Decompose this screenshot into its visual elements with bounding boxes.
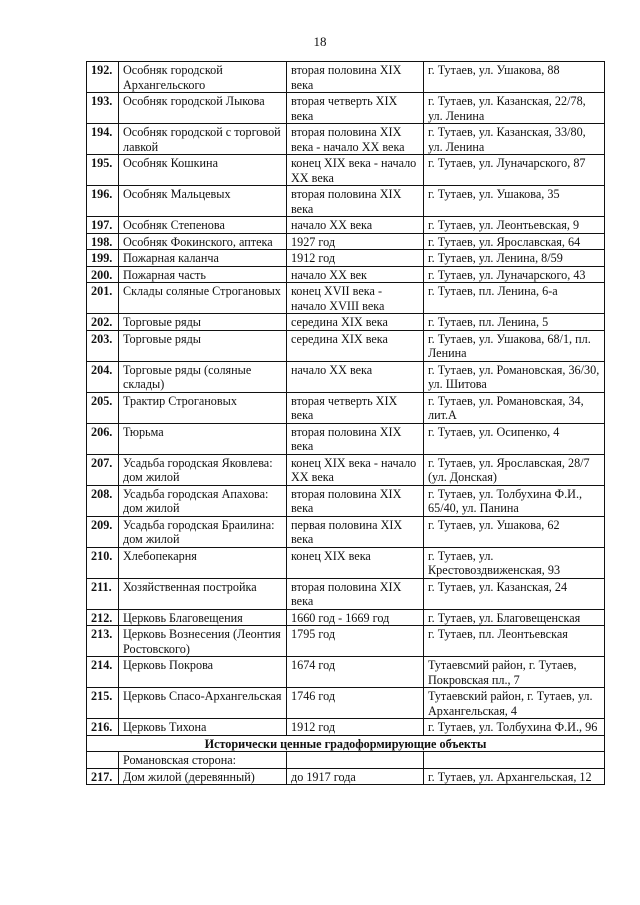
object-date: 1927 год	[287, 233, 424, 250]
object-name: Особняк городской Архангельского	[119, 62, 287, 93]
object-name: Склады соляные Строгановых	[119, 283, 287, 314]
object-number: 206.	[87, 423, 119, 454]
object-address: г. Тутаев, пл. Ленина, 5	[424, 314, 605, 331]
object-date: начало XX века	[287, 361, 424, 392]
object-name: Торговые ряды	[119, 330, 287, 361]
object-address: г. Тутаев, ул. Леонтьевская, 9	[424, 217, 605, 234]
section-block	[87, 735, 605, 768]
object-name: Особняк Фокинского, аптека	[119, 233, 287, 250]
object-number: 216.	[87, 719, 119, 736]
object-number: 192.	[87, 62, 119, 93]
table-row	[87, 547, 605, 578]
table-row	[87, 314, 605, 331]
objects-list	[87, 62, 605, 736]
object-date: 1912 год	[287, 250, 424, 267]
object-address: г. Тутаев, ул. Луначарского, 43	[424, 266, 605, 283]
object-number: 198.	[87, 233, 119, 250]
object-date: середина XIX века	[287, 330, 424, 361]
subsection-date-cell	[287, 752, 424, 769]
object-date: 1660 год - 1669 год	[287, 609, 424, 626]
section-title: Исторически ценные градоформирующие объекты	[87, 735, 605, 752]
object-name: Пожарная часть	[119, 266, 287, 283]
object-date: 1674 год	[287, 657, 424, 688]
object-date: конец XIX века - начало XX века	[287, 454, 424, 485]
object-number: 210.	[87, 547, 119, 578]
object-date: вторая половина XIX века	[287, 186, 424, 217]
object-name: Торговые ряды	[119, 314, 287, 331]
object-name: Особняк городской Лыкова	[119, 93, 287, 124]
table-row	[87, 186, 605, 217]
table-row	[87, 485, 605, 516]
object-date: 1912 год	[287, 719, 424, 736]
object-name: Трактир Строгановых	[119, 392, 287, 423]
object-number: 196.	[87, 186, 119, 217]
table-row	[87, 516, 605, 547]
object-name: Дом жилой (деревянный)	[119, 768, 287, 785]
object-name: Церковь Вознесения (Леонтия Ростовского)	[119, 626, 287, 657]
object-name: Особняк Кошкина	[119, 155, 287, 186]
object-number: 202.	[87, 314, 119, 331]
object-address: г. Тутаев, ул. Толбухина Ф.И., 65/40, ул. Панина	[424, 485, 605, 516]
object-number: 203.	[87, 330, 119, 361]
table-row	[87, 423, 605, 454]
table-row	[87, 217, 605, 234]
object-number: 201.	[87, 283, 119, 314]
object-number: 208.	[87, 485, 119, 516]
object-number: 209.	[87, 516, 119, 547]
table-row	[87, 578, 605, 609]
object-address: г. Тутаев, ул. Романовская, 36/30, ул. Шитова	[424, 361, 605, 392]
object-number: 213.	[87, 626, 119, 657]
object-name: Особняк городской с торговой лавкой	[119, 124, 287, 155]
object-address: г. Тутаев, ул. Ушакова, 68/1, пл. Ленина	[424, 330, 605, 361]
object-address: г. Тутаев, ул. Романовская, 34, лит.А	[424, 392, 605, 423]
object-address: Тутаевсмий район, г. Тутаев, Покровская пл., 7	[424, 657, 605, 688]
object-address: г. Тутаев, ул. Казанская, 24	[424, 578, 605, 609]
object-date: вторая половина XIX века	[287, 62, 424, 93]
object-address: г. Тутаев, ул. Казанская, 22/78, ул. Ленина	[424, 93, 605, 124]
object-name: Хозяйственная постройка	[119, 578, 287, 609]
object-date: конец XIX века	[287, 547, 424, 578]
object-name: Особняк Степенова	[119, 217, 287, 234]
subsection-address-cell	[424, 752, 605, 769]
object-address: г. Тутаев, ул. Архангельская, 12	[424, 768, 605, 785]
table-row	[87, 657, 605, 688]
object-name: Усадьба городская Яковлева: дом жилой	[119, 454, 287, 485]
object-number: 204.	[87, 361, 119, 392]
object-name: Церковь Тихона	[119, 719, 287, 736]
object-date: начало XX век	[287, 266, 424, 283]
object-number: 205.	[87, 392, 119, 423]
object-number: 193.	[87, 93, 119, 124]
table-row	[87, 124, 605, 155]
object-number: 199.	[87, 250, 119, 267]
object-date: вторая четверть XIX века	[287, 392, 424, 423]
object-name: Усадьба городская Браилина: дом жилой	[119, 516, 287, 547]
object-date: начало XX века	[287, 217, 424, 234]
object-date: 1746 год	[287, 688, 424, 719]
object-name: Пожарная каланча	[119, 250, 287, 267]
table-row	[87, 361, 605, 392]
object-date: первая половина XIX века	[287, 516, 424, 547]
object-name: Церковь Благовещения	[119, 609, 287, 626]
object-date: вторая половина XIX века	[287, 578, 424, 609]
object-address: г. Тутаев, ул. Ушакова, 88	[424, 62, 605, 93]
table-row	[87, 768, 605, 785]
object-number: 214.	[87, 657, 119, 688]
object-number: 197.	[87, 217, 119, 234]
table-row	[87, 688, 605, 719]
object-address: г. Тутаев, ул. Толбухина Ф.И., 96	[424, 719, 605, 736]
table-row	[87, 392, 605, 423]
object-address: г. Тутаев, пл. Леонтьевская	[424, 626, 605, 657]
object-address: г. Тутаев, ул. Благовещенская	[424, 609, 605, 626]
table-row	[87, 250, 605, 267]
object-address: г. Тутаев, ул. Ярославская, 64	[424, 233, 605, 250]
object-name: Особняк Мальцевых	[119, 186, 287, 217]
table-row	[87, 266, 605, 283]
table-row	[87, 719, 605, 736]
object-address: г. Тутаев, ул. Ленина, 8/59	[424, 250, 605, 267]
object-name: Усадьба городская Апахова: дом жилой	[119, 485, 287, 516]
table-row	[87, 233, 605, 250]
page-number: 18	[313, 34, 327, 49]
table-row	[87, 283, 605, 314]
object-address: г. Тутаев, ул. Луначарского, 87	[424, 155, 605, 186]
object-number: 212.	[87, 609, 119, 626]
object-number: 211.	[87, 578, 119, 609]
object-date: вторая половина XIX века	[287, 423, 424, 454]
object-address: г. Тутаев, пл. Ленина, 6-а	[424, 283, 605, 314]
object-name: Торговые ряды (соляные склады)	[119, 361, 287, 392]
subsection-row	[87, 752, 605, 769]
object-number: 200.	[87, 266, 119, 283]
object-name: Тюрьма	[119, 423, 287, 454]
table-row	[87, 609, 605, 626]
table-row	[87, 155, 605, 186]
object-number: 195.	[87, 155, 119, 186]
subsection-number-cell	[87, 752, 119, 769]
table-row	[87, 62, 605, 93]
object-address: г. Тутаев, ул. Осипенко, 4	[424, 423, 605, 454]
object-address: г. Тутаев, ул. Крестовоздвиженская, 93	[424, 547, 605, 578]
object-date: вторая четверть XIX века	[287, 93, 424, 124]
object-number: 194.	[87, 124, 119, 155]
object-name: Хлебопекарня	[119, 547, 287, 578]
object-number: 215.	[87, 688, 119, 719]
object-address: г. Тутаев, ул. Ушакова, 35	[424, 186, 605, 217]
object-date: середина XIX века	[287, 314, 424, 331]
table-row	[87, 330, 605, 361]
object-address: г. Тутаев, ул. Ушакова, 62	[424, 516, 605, 547]
object-date: вторая половина XIX века	[287, 485, 424, 516]
object-name: Церковь Покрова	[119, 657, 287, 688]
object-address: г. Тутаев, ул. Казанская, 33/80, ул. Ленина	[424, 124, 605, 155]
object-name: Церковь Спасо-Архангельская	[119, 688, 287, 719]
table-row	[87, 93, 605, 124]
table-row	[87, 454, 605, 485]
objects-list-after	[87, 768, 605, 785]
object-address: г. Тутаев, ул. Ярославская, 28/7 (ул. Донская)	[424, 454, 605, 485]
object-date: до 1917 года	[287, 768, 424, 785]
table-row	[87, 626, 605, 657]
object-date: вторая половина XIX века - начало XX века	[287, 124, 424, 155]
subsection-name: Романовская сторона:	[119, 752, 287, 769]
object-address: Тутаевский район, г. Тутаев, ул. Архангельская, 4	[424, 688, 605, 719]
object-number: 217.	[87, 768, 119, 785]
object-date: конец XIX века - начало XX века	[287, 155, 424, 186]
heritage-objects-table	[86, 61, 605, 785]
object-date: конец XVII века - начало XVIII века	[287, 283, 424, 314]
section-header-row	[87, 735, 605, 752]
object-date: 1795 год	[287, 626, 424, 657]
object-number: 207.	[87, 454, 119, 485]
